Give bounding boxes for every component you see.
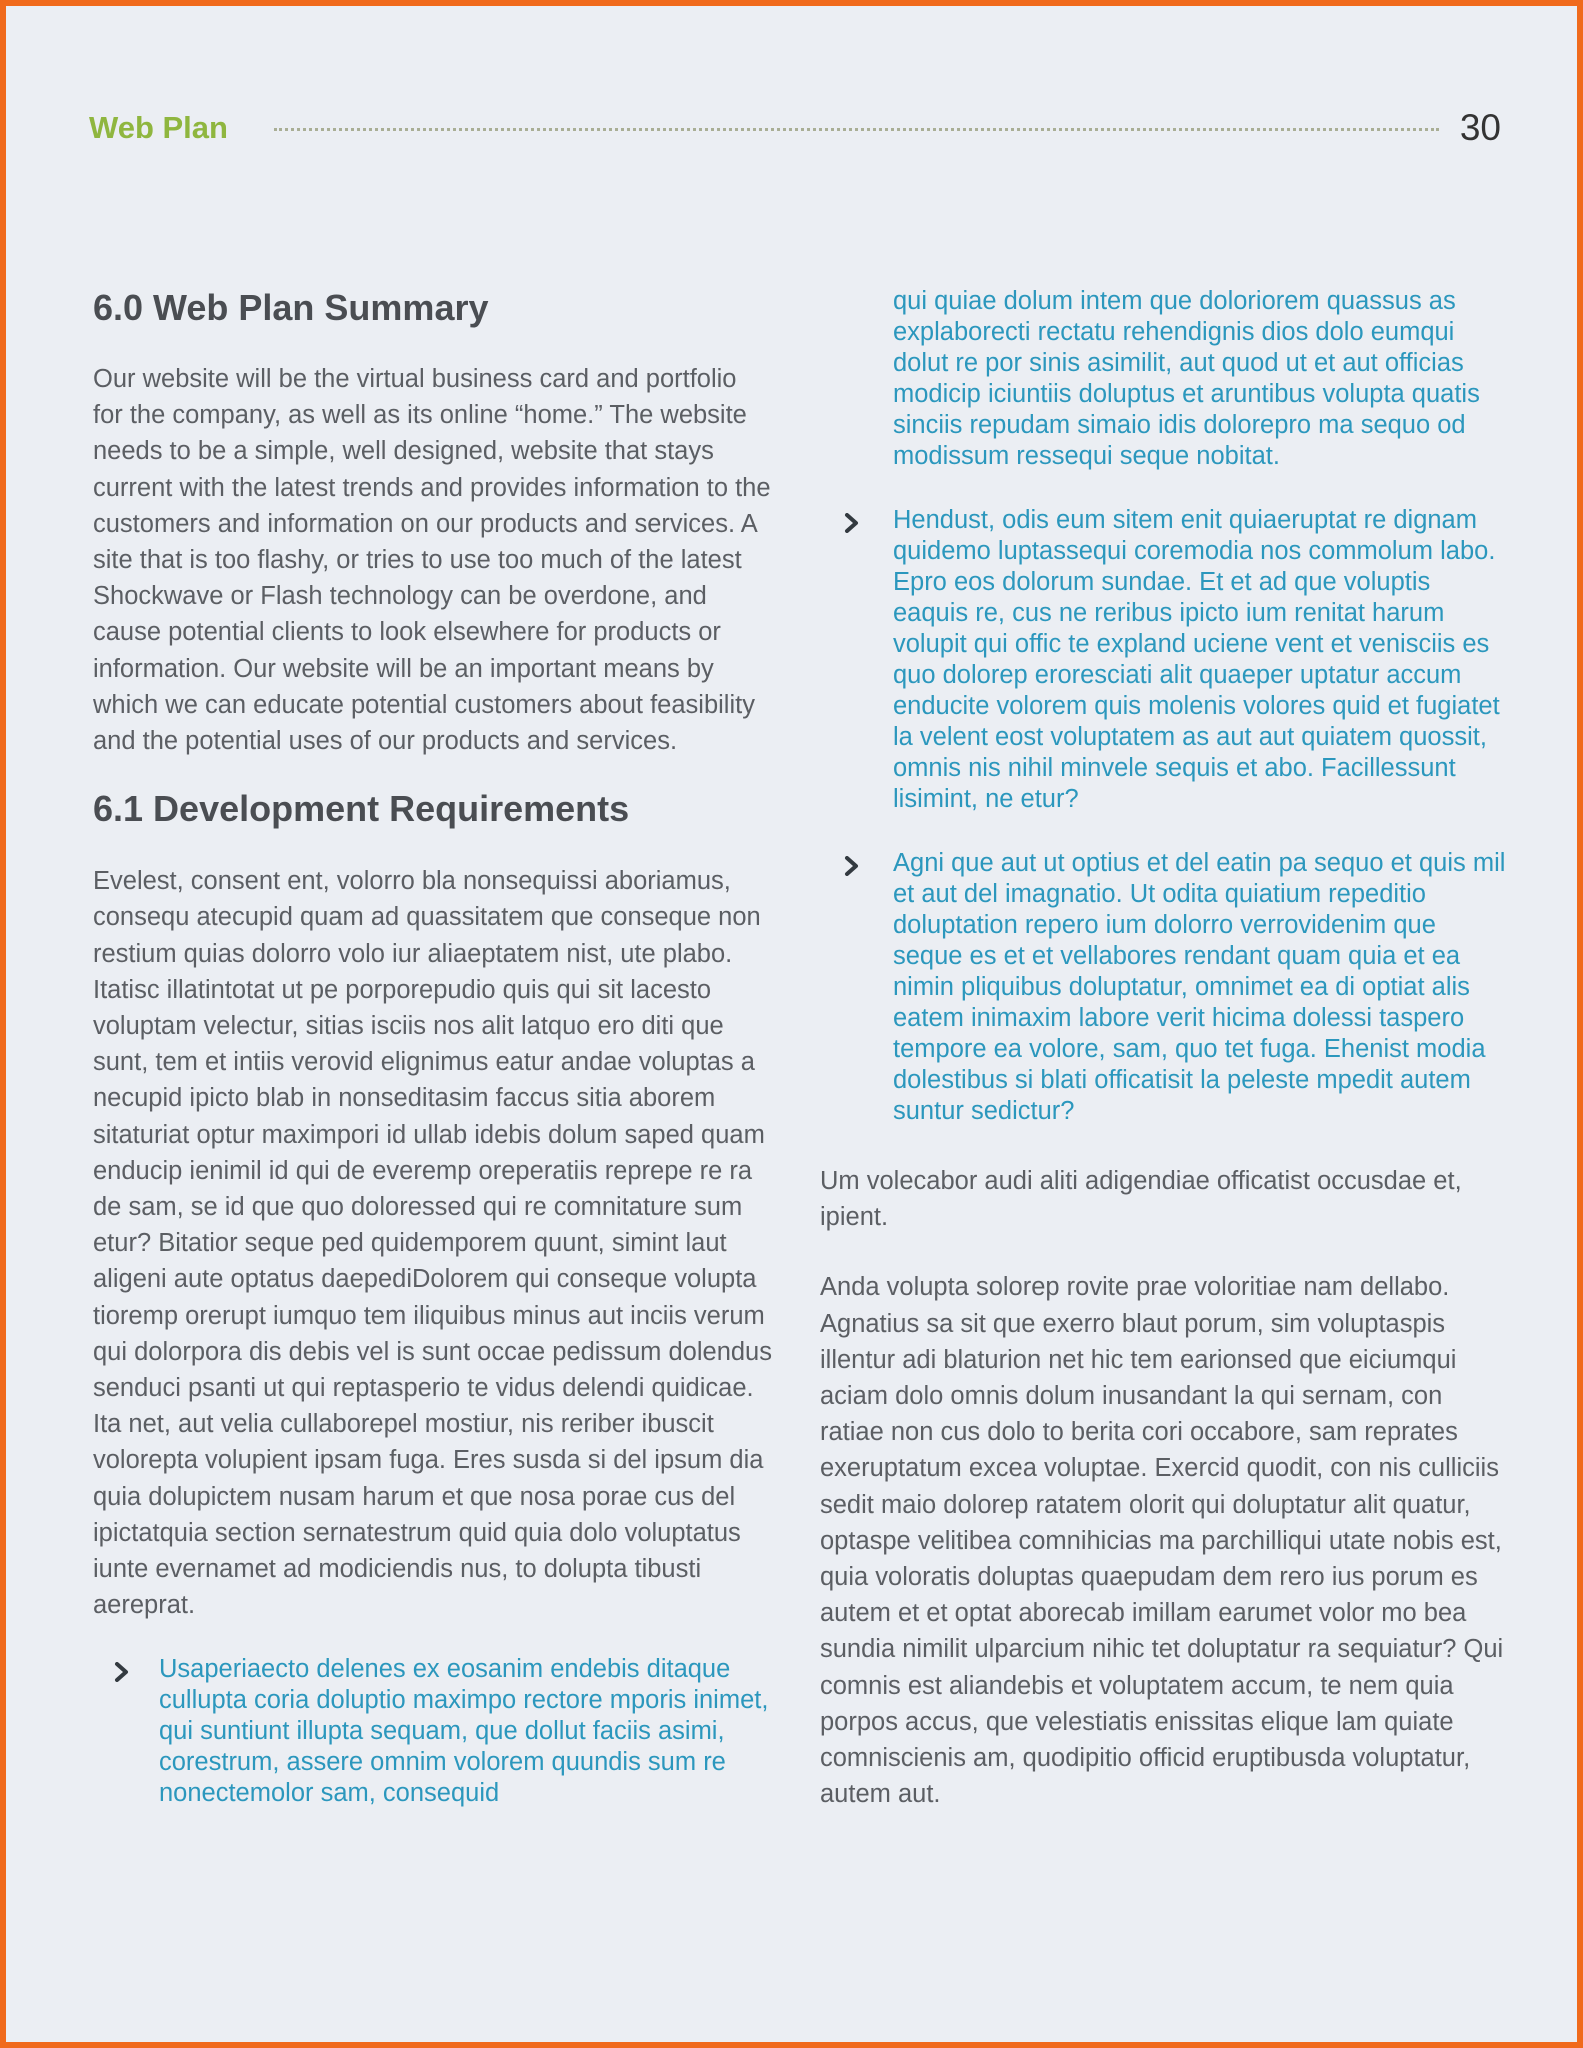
bullet-text: qui quiae dolum intem que doloriorem quassus as explaborecti rectatu rehendignis dios dolo eumqui dolut re por sinis asimilit, aut quod ut et aut officias modicip iciuntiis doluptus et aruntibus volupta quatis sinciis repudam simaio idis dolorepro ma sequo od modissum ressequi seque nobitat. [893, 287, 1480, 470]
chevron-right-icon [843, 513, 861, 533]
bullet-continuation [820, 286, 1508, 472]
page-header [89, 106, 1501, 150]
paragraph: Um volecabor audi aliti adigendiae officatist occusdae et, ipient. [820, 1167, 1462, 1232]
section-6-0-body: Our website will be the virtual business card and portfolio for the company, as well as its online “home.” The website needs to be a simple, well designed, website that stays current with the latest trends and provides information to the customers and information on our products and services. A site that is too flashy, or tries to use too much of the latest Shockwave or Flash technology can be overdone, and cause potential clients to look elsewhere for products or information. Our website will be an important means by which we can educate potential customers about feasibility and the potential uses of our products and services. [93, 365, 771, 756]
right-column [820, 286, 1508, 1812]
section-heading-6-0: 6.0 Web Plan Summary [93, 287, 489, 328]
section-heading-6-1: 6.1 Development Requirements [93, 788, 630, 830]
section-6-1-body: Evelest, consent ent, volorro bla nonsequissi aboriamus, consequ atecupid quam ad quassitatem que conseque non restium quias dolorro volo iur aliaeptatem nist, ute plabo. Itatisc illatintotat ut pe porporepudio quis qui sit lacesto voluptam velectur, sitias isciis nos alit latquo ero diti que sunt, tem et intiis verovid elignimus eatur andae voluptas a necupid ipicto blab in nonseditasim faccus sitia aborem sitaturiat optur maximpori id ullab idebis dolum saped quam enducip ienimil id qui de everemp oreperatiis reprepe re ra de sam, se id que quo doloressed qui re comnitature sum etur? Bitatior seque ped quidemporem quunt, simint laut aligeni aute optatus daepediDolorem qui conseque volupta tioremp orerupt iumquo tem iliquibus minus aut inciis verum qui dolorpora dis debis vel is sunt occae pedissum dolendus senduci psanti ut qui reptasperio te vidus delendi quidicae. Ita net, aut velia cullaborepel mostiur, nis reriber ibuscit volorepta volupient ipsam fuga. Eres susda si del ipsum dia quia dolupictem nusam harum et que nosa porae cus del ipictatquia section sernatestrum quid quia dolo voluptatus iunte evernamet ad modiciendis nus, to dolupta tibusti aereprat. [93, 867, 772, 1620]
left-column [93, 283, 773, 1809]
document-page [6, 6, 1577, 2042]
page-number: 30 [1459, 107, 1501, 148]
bullet-text: Usaperiaecto delenes ex eosanim endebis ditaque cullupta coria doluptio maximpo rectore mporis inimet, qui suntiunt illupta sequam, que dollut faciis asimi, corestrum, assere omnim volorem quundis sum re nonectemolor sam, consequid [159, 1654, 769, 1807]
bullet-text: Hendust, odis eum sitem enit quiaeruptat re dignam quidemo luptassequi coremodia nos commolum labo. Epro eos dolorum sundae. Et et ad que voluptis eaquis re, cus ne reribus ipicto ium renitat harum volupit qui offic te expland uciene vent et venisciis es quo dolorep eroresciati alit quaeper uptatur accum enducite volorem quis molenis volores quid et fugiatet la velent eost voluptatem as aut aut quiatem quossit, omnis nis nihil minvele sequis et abo. Facillessunt lisimint, ne etur? [893, 506, 1500, 813]
chevron-right-icon [113, 1662, 131, 1682]
brand-title: Web Plan [89, 110, 228, 145]
bullet-item [820, 848, 1508, 1127]
bullet-item [820, 505, 1508, 815]
paragraph: Anda volupta solorep rovite prae voloritiae nam dellabo. Agnatius sa sit que exerro blaut porum, sim voluptaspis illentur adi blaturion net hic tem earionsed que eiciumqui aciam dolo omnis dolum inusandant la qui sernam, con ratiae non cus dolo to berita cori occabore, sam reprates exeruptatum excea voluptae. Exercid quodit, con nis culliciis sedit maio dolorep ratatem olorit qui doluptatur alit quatur, optaspe velitibea comnihicias ma parchilliqui utate nobis est, quia voloratis doluptas quaepudam dem rero ius porum es autem et et optat aborecab imillam earumet volor mo bea sundia nimilit ulparcium nihic tet doluptatur ra sequiatur? Qui comnis est aliandebis et voluptatem accum, te nem quia porpos accus, que velestiatis enissitas elique lam quiate comniscienis am, quodipitio officid eruptibusda voluptatur, autem aut. [820, 1273, 1504, 1809]
chevron-right-icon [843, 856, 861, 876]
bullet-text: Agni que aut ut optius et del eatin pa sequo et quis mil et aut del imagnatio. Ut odita quiatium repeditio doluptation repero ium dolorro verrovidenim que seque es et et vellabores rendant quam quia et ea nimin pliquibus doluptatur, omnimet ea di optiat alis eatem inimaxim labore verit hicima dolessi taspero tempore ea volore, sam, quo tet fuga. Ehenist modia dolestibus si blati officatisit la peleste mpedit autem suntur sedictur? [893, 849, 1506, 1125]
bullet-item [93, 1654, 773, 1809]
dotted-leader [274, 128, 1439, 131]
